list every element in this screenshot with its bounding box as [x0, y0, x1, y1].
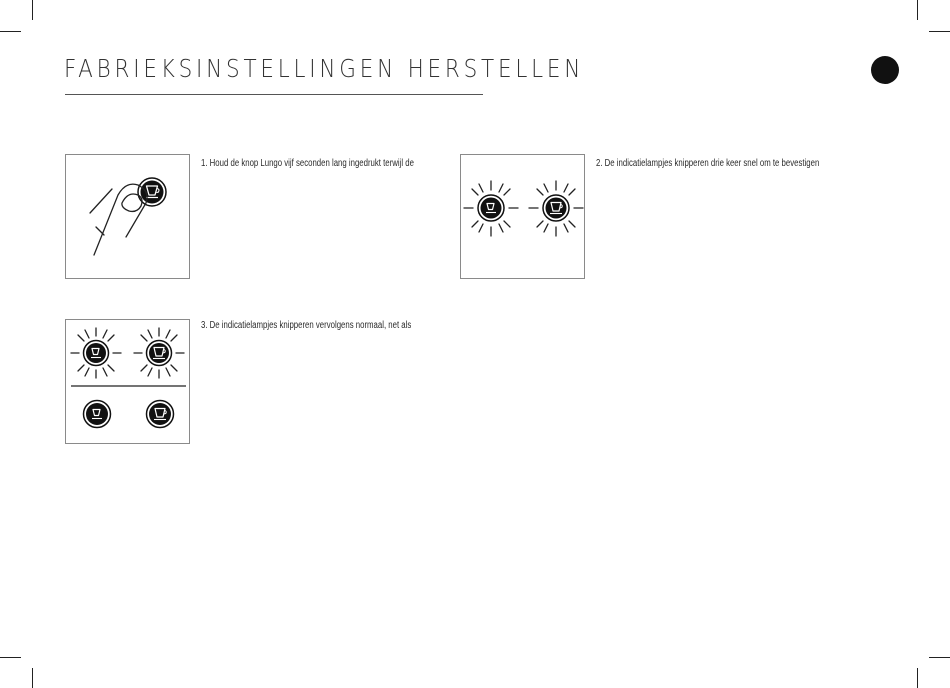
lungo-blink-icon: [529, 181, 583, 236]
crop-mark-tl-v: [32, 0, 33, 20]
page-title: FABRIEKSINSTELLINGEN HERSTELLEN: [64, 54, 585, 83]
crop-mark-tr-h: [929, 31, 950, 32]
crop-mark-br-h: [929, 657, 950, 658]
crop-mark-bl-v: [32, 668, 33, 688]
step-3-caption: 3. De indicatielampjes knipperen vervolgens normaal, net als: [201, 320, 412, 331]
espresso-blink-icon: [464, 181, 518, 236]
page-marker-circle: [871, 56, 899, 84]
step-2-illustration: [460, 154, 585, 279]
step-2-caption: 2. De indicatielampjes knipperen drie keer snel om te bevestigen: [596, 158, 820, 169]
espresso-blink-icon: [71, 328, 121, 378]
crop-mark-br-v: [917, 668, 918, 688]
finger-press-icon: [90, 184, 147, 255]
crop-mark-tr-v: [917, 0, 918, 20]
crop-mark-bl-h: [0, 657, 21, 658]
crop-mark-tl-h: [0, 31, 21, 32]
step-3-illustration: [65, 319, 190, 444]
title-underline: [65, 94, 483, 95]
lungo-blink-icon: [134, 328, 184, 378]
step-1-caption: 1. Houd de knop Lungo vijf seconden lang ingedrukt terwijl de: [201, 158, 414, 169]
espresso-cup-icon: [84, 401, 111, 428]
step-1-illustration: [65, 154, 190, 279]
lungo-cup-icon: [147, 401, 174, 428]
